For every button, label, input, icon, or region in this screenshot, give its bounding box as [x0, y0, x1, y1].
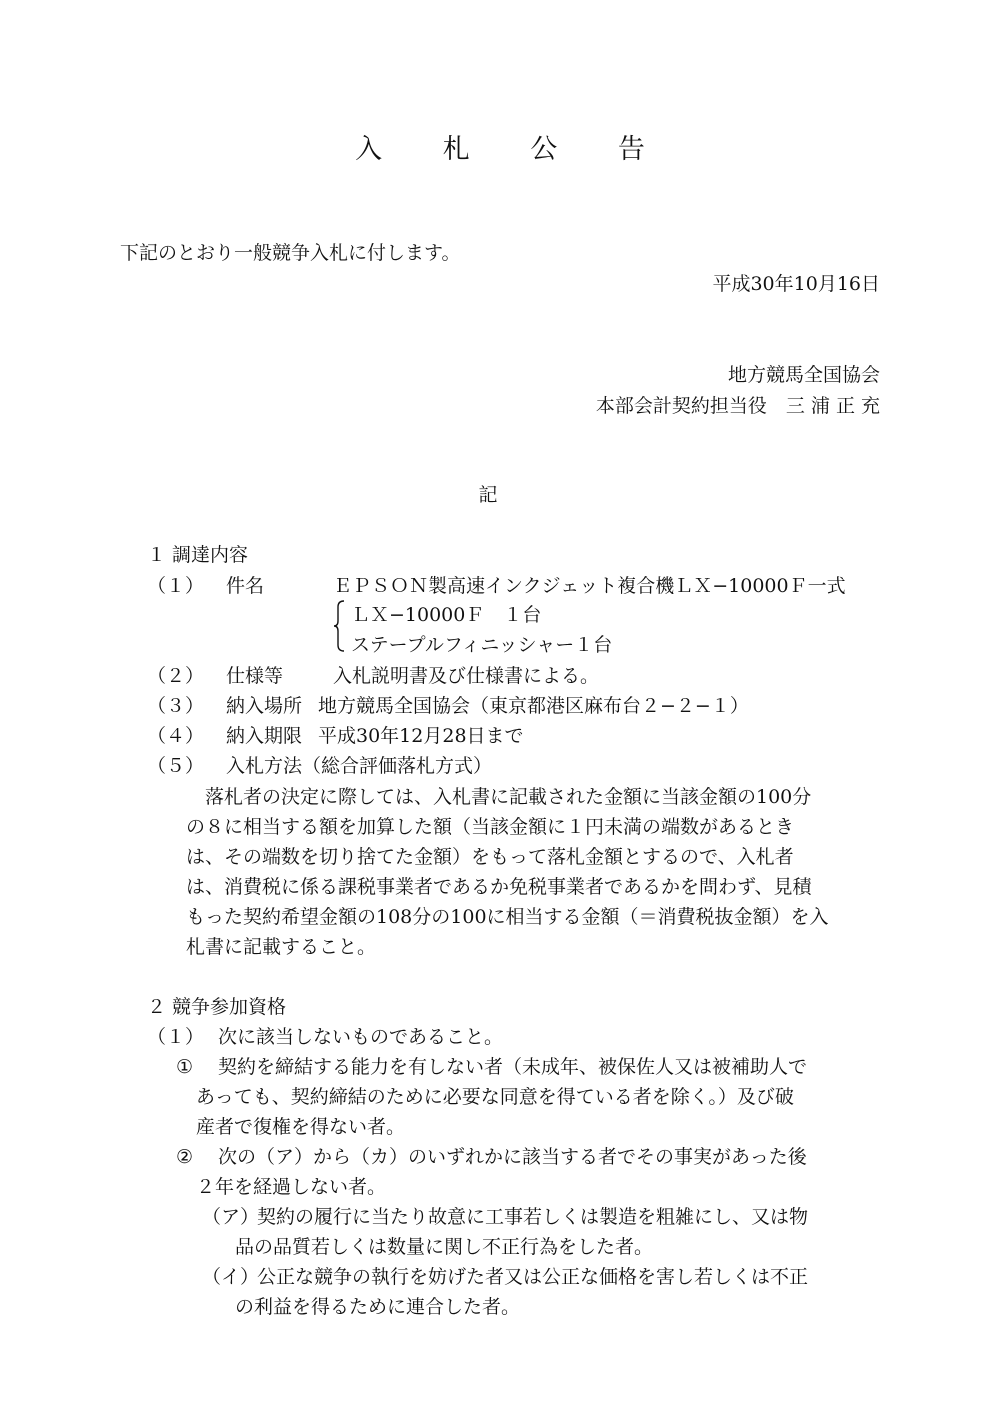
section2-sub1-line: 産者で復権を得ない者。 — [196, 1116, 406, 1138]
section2-sub2-a-line: 契約の履行に当たり故意に工事若しくは製造を粗雑にし、又は物 — [257, 1206, 809, 1228]
section2-item1-text: 次に該当しないものであること。 — [218, 1026, 504, 1048]
section2-sub2-line: ２年を経過しない者。 — [196, 1176, 387, 1198]
section1-item3-label: 納入場所 — [226, 695, 303, 717]
section2-sub2-i-line: 公正な競争の執行を妨げた者又は公正な価格を害し若しくは不正 — [257, 1266, 809, 1288]
section1-item5-paragraph-line: は、消費税に係る課税事業者であるか免税事業者であるかを問わず、見積 — [186, 876, 812, 898]
section1-item5-paragraph-line: 落札者の決定に際しては、入札書に記載された金額に当該金額の100分 — [205, 786, 812, 808]
section1-item1-number: （１） — [147, 575, 205, 597]
section1-item3-value: 地方競馬全国協会（東京都港区麻布台２−２−１） — [318, 695, 749, 717]
section1-item1-value: ＥＰＳＯＮ製高速インクジェット複合機ＬＸ−10000Ｆ一式 — [333, 575, 846, 597]
section2-heading: ２ 競争参加資格 — [147, 996, 287, 1018]
section1-item2-number: （２） — [147, 665, 205, 687]
section2-sub2-i-marker: （イ） — [202, 1266, 260, 1288]
section1-item1-label: 件名 — [226, 575, 265, 597]
section1-item5-paragraph-line: もった契約希望金額の108分の100に相当する金額（＝消費税抜金額）を入 — [186, 906, 829, 928]
section1-item1-sub-item: ステープルフィニッシャー１台 — [351, 634, 613, 656]
section1-item2-label: 仕様等 — [226, 665, 284, 687]
ki-marker: 記 — [478, 484, 498, 506]
section1-item2-value: 入札説明書及び仕様書による。 — [333, 665, 600, 687]
section1-item5-paragraph-line: 札書に記載すること。 — [186, 936, 377, 958]
section1-item4-number: （４） — [147, 725, 205, 747]
section1-item5-label: 入札方法（総合評価落札方式） — [226, 755, 493, 777]
intro-text: 下記のとおり一般競争入札に付します。 — [120, 242, 461, 264]
issuer-organization: 地方競馬全国協会 — [727, 364, 880, 386]
document-title: 入 札 公 告 — [355, 134, 671, 165]
section1-item5-number: （５） — [147, 755, 205, 777]
section2-sub2-a-marker: （ア） — [202, 1206, 260, 1228]
section1-item3-number: （３） — [147, 695, 205, 717]
section2-sub1-line: あっても、契約締結のために必要な同意を得ている者を除く。）及び破 — [196, 1086, 794, 1108]
section2-sub2-line: 次の（ア）から（カ）のいずれかに該当する者でその事実があった後 — [218, 1146, 807, 1168]
section2-sub2-marker: ② — [176, 1146, 194, 1168]
section1-item1-sub-item: ＬＸ−10000Ｆ １台 — [351, 604, 542, 626]
section2-sub1-marker: ① — [176, 1056, 194, 1078]
section1-item5-paragraph-line: は、その端数を切り捨てた金額）をもって落札金額とするので、入札者 — [186, 846, 794, 868]
brace-icon — [333, 600, 345, 652]
section2-item1-number: （１） — [147, 1026, 205, 1048]
section1-item4-value: 平成30年12月28日まで — [318, 725, 524, 747]
section1-item4-label: 納入期限 — [226, 725, 303, 747]
section2-sub2-a-line: 品の品質若しくは数量に関し不正行為をした者。 — [235, 1236, 654, 1258]
section1-heading: １ 調達内容 — [147, 544, 249, 566]
issuer-officer: 本部会計契約担当役 三 浦 正 充 — [595, 395, 880, 417]
section1-item5-paragraph-line: の８に相当する額を加算した額（当該金額に１円未満の端数があるとき — [186, 816, 795, 838]
section2-sub1-line: 契約を締結する能力を有しない者（未成年、被保佐人又は被補助人で — [218, 1056, 808, 1078]
section2-sub2-i-line: の利益を得るために連合した者。 — [235, 1296, 521, 1318]
notice-date: 平成30年10月16日 — [712, 273, 880, 295]
